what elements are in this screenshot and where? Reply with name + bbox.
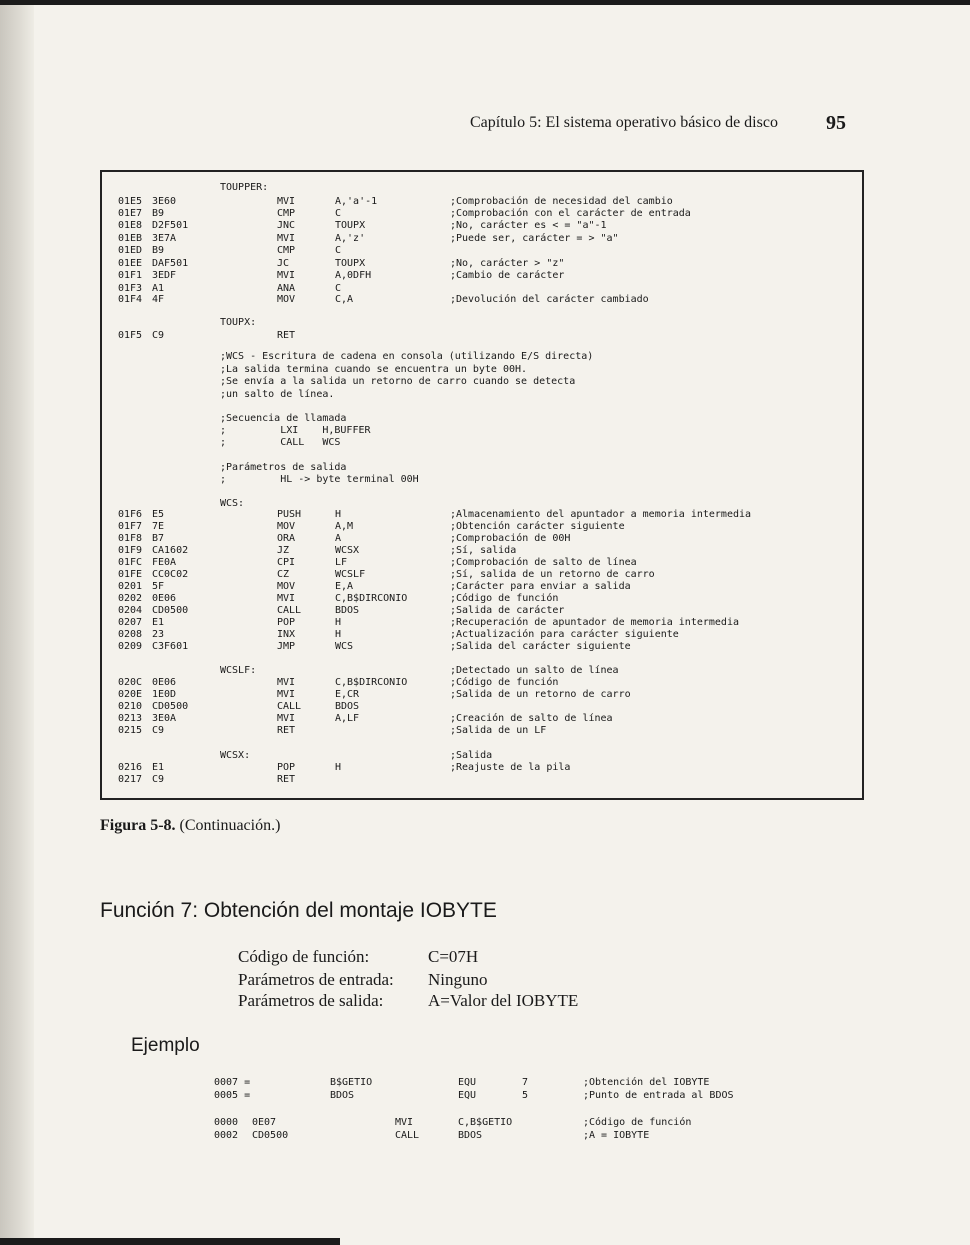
listing-block-comment: ; CALL WCS [220, 437, 341, 448]
listing-mnemonic: MVI [277, 270, 296, 281]
listing-mnemonic: CALL [277, 701, 302, 712]
listing-comment: ;Creación de salto de línea [450, 713, 613, 724]
listing-address: 020C [118, 677, 143, 688]
listing-mnemonic: CPI [277, 557, 296, 568]
listing-operand: LF [335, 557, 348, 568]
listing-operand: WCS [335, 641, 354, 652]
listing-block-comment: ; LXI H,BUFFER [220, 425, 371, 436]
listing-opcode-bytes: E1 [152, 762, 165, 773]
listing-operand: C [335, 245, 342, 256]
listing-opcode-bytes: 7E [152, 521, 165, 532]
listing-operand: H [335, 629, 342, 640]
listing-opcode-bytes: 3E0A [152, 713, 177, 724]
listing-opcode-bytes: B7 [152, 533, 165, 544]
listing-block-comment: ; HL -> byte terminal 00H [220, 474, 419, 485]
listing-block-comment: ;un salto de línea. [220, 388, 335, 400]
listing-operand: A,'a'-1 [335, 196, 378, 207]
listing-label: WCS: [220, 498, 245, 509]
listing-address: 01F5 [118, 330, 143, 341]
listing-label: WCSX: [220, 750, 251, 761]
listing-opcode-bytes: B9 [152, 208, 165, 219]
scan-bottom-edge [0, 1238, 340, 1245]
listing-opcode-bytes: E5 [152, 509, 165, 520]
listing-mnemonic: POP [277, 617, 296, 628]
listing-opcode-bytes: 3EDF [152, 270, 177, 281]
listing-comment: ;Sí, salida [450, 545, 517, 556]
listing-comment: ;Comprobación de necesidad del cambio [450, 196, 673, 207]
listing-mnemonic: RET [277, 725, 296, 736]
listing-mnemonic: MOV [277, 294, 296, 305]
listing-comment: ;Detectado un salto de línea [450, 665, 619, 676]
chapter-title: Capítulo 5: El sistema operativo básico de disco [470, 114, 778, 131]
listing-address: 020E [118, 689, 143, 700]
example-equate-value: 0005 = [214, 1090, 251, 1101]
figure-caption-text: (Continuación.) [179, 817, 281, 834]
listing-mnemonic: RET [277, 774, 296, 785]
listing-mnemonic: POP [277, 762, 296, 773]
param-value-function-code: C=07H [428, 947, 479, 966]
listing-address: 0204 [118, 605, 143, 616]
listing-opcode-bytes: A1 [152, 283, 165, 294]
listing-opcode-bytes: 0E06 [152, 593, 177, 604]
listing-operand: C,A [335, 294, 354, 305]
listing-address: 01FE [118, 569, 143, 580]
listing-operand: A,'z' [335, 233, 366, 244]
listing-mnemonic: CMP [277, 245, 296, 256]
listing-opcode-bytes: C9 [152, 725, 165, 736]
listing-operand: H [335, 762, 342, 773]
listing-address: 01E5 [118, 196, 143, 207]
example-mnemonic: EQU [458, 1090, 477, 1101]
listing-comment: ;No, carácter > "z" [450, 258, 565, 269]
listing-block-comment: ;La salida termina cuando se encuentra un byte 00H. [220, 363, 528, 375]
listing-address: 01F7 [118, 521, 143, 532]
listing-operand: C [335, 208, 342, 219]
book-spine-shadow [0, 0, 34, 1245]
listing-comment: ;Almacenamiento del apuntador a memoria intermedia [450, 509, 752, 520]
param-label-output: Parámetros de salida: [238, 991, 384, 1010]
listing-comment: ;Salida del carácter siguiente [450, 641, 631, 652]
listing-comment: ;Cambio de carácter [450, 270, 565, 281]
listing-address: 0216 [118, 762, 143, 773]
listing-comment: ;Comprobación con el carácter de entrada [450, 208, 691, 219]
listing-address: 01F6 [118, 509, 143, 520]
example-mnemonic: MVI [395, 1117, 414, 1128]
listing-address: 01F9 [118, 545, 143, 556]
listing-operand: E,CR [335, 689, 360, 700]
listing-address: 01EE [118, 258, 143, 269]
listing-address: 0209 [118, 641, 143, 652]
param-label-function-code: Código de función: [238, 947, 370, 966]
listing-opcode-bytes: FE0A [152, 557, 177, 568]
listing-operand: H [335, 617, 342, 628]
example-operand: 7 [522, 1077, 529, 1088]
listing-comment: ;Código de función [450, 677, 559, 688]
listing-address: 0210 [118, 701, 143, 712]
listing-mnemonic: CALL [277, 605, 302, 616]
listing-address: 01E8 [118, 220, 143, 231]
listing-opcode-bytes: CD0500 [152, 605, 189, 616]
example-operand: C,B$GETIO [458, 1117, 513, 1128]
listing-block-comment: ;Secuencia de llamada [220, 413, 347, 424]
listing-address: 0208 [118, 629, 143, 640]
listing-address: 0215 [118, 725, 143, 736]
example-equate-label: B$GETIO [330, 1077, 373, 1088]
listing-mnemonic: ANA [277, 283, 296, 294]
listing-address: 01F3 [118, 283, 143, 294]
listing-address: 0201 [118, 581, 143, 592]
listing-comment: ;Devolución del carácter cambiado [450, 294, 649, 305]
example-comment: ;Obtención del IOBYTE [583, 1077, 710, 1088]
listing-opcode-bytes: DAF501 [152, 258, 189, 269]
listing-operand: H [335, 509, 342, 520]
listing-opcode-bytes: 4F [152, 294, 165, 305]
listing-comment: ;Salida de un LF [450, 725, 547, 736]
listing-address: 0207 [118, 617, 143, 628]
listing-comment: ;Obtención carácter siguiente [450, 521, 625, 532]
page-number: 95 [826, 112, 846, 134]
example-mnemonic: EQU [458, 1077, 477, 1088]
listing-operand: TOUPX [335, 220, 366, 231]
listing-mnemonic: MVI [277, 196, 296, 207]
section-heading: Función 7: Obtención del montaje IOBYTE [100, 899, 497, 922]
listing-comment: ;Reajuste de la pila [450, 762, 571, 773]
listing-block-comment: ;Parámetros de salida [220, 462, 347, 473]
param-value-input: Ninguno [428, 970, 488, 989]
listing-mnemonic: MVI [277, 233, 296, 244]
example-opcode-bytes: CD0500 [252, 1130, 289, 1141]
listing-opcode-bytes: 3E60 [152, 196, 177, 207]
listing-comment: ;Puede ser, carácter = > "a" [450, 233, 619, 244]
listing-operand: C,B$DIRCONIO [335, 677, 408, 688]
listing-opcode-bytes: 1E0D [152, 689, 177, 700]
running-header [470, 109, 850, 137]
listing-label: WCSLF: [220, 665, 257, 676]
listing-comment: ;Comprobación de 00H [450, 533, 571, 544]
example-comment: ;Código de función [583, 1117, 692, 1128]
listing-opcode-bytes: C9 [152, 330, 165, 341]
example-mnemonic: CALL [395, 1130, 420, 1141]
listing-address: 01ED [118, 245, 143, 256]
listing-comment: ;Salida de un retorno de carro [450, 689, 631, 700]
listing-operand: E,A [335, 581, 354, 592]
listing-block-comment: ;Se envía a la salida un retorno de carro cuando se detecta [220, 376, 576, 387]
listing-mnemonic: JC [277, 258, 290, 269]
listing-comment: ;Comprobación de salto de línea [450, 557, 637, 568]
listing-mnemonic: CMP [277, 208, 296, 219]
example-operand: BDOS [458, 1130, 483, 1141]
listing-opcode-bytes: 3E7A [152, 233, 177, 244]
listing-mnemonic: ORA [277, 533, 296, 544]
listing-comment: ;Código de función [450, 593, 559, 604]
listing-block-comment: ;WCS - Escritura de cadena en consola (utilizando E/S directa) [220, 351, 594, 362]
listing-mnemonic: PUSH [277, 509, 302, 520]
listing-comment: ;Recuperación de apuntador de memoria intermedia [450, 617, 739, 628]
listing-opcode-bytes: 0E06 [152, 677, 177, 688]
listing-operand: C,B$DIRCONIO [335, 593, 408, 604]
param-label-input: Parámetros de entrada: [238, 970, 394, 989]
example-equate-value: 0007 = [214, 1077, 251, 1088]
listing-label: TOUPX: [220, 317, 257, 328]
listing-mnemonic: JMP [277, 641, 296, 652]
listing-label: TOUPPER: [220, 182, 269, 193]
listing-comment: ;Salida [450, 750, 493, 761]
listing-operand: BDOS [335, 605, 360, 616]
listing-mnemonic: JNC [277, 220, 296, 231]
listing-comment: ;Salida de carácter [450, 605, 565, 616]
listing-address: 01F1 [118, 270, 143, 281]
listing-operand: WCSLF [335, 569, 366, 580]
listing-opcode-bytes: C9 [152, 774, 165, 785]
example-heading: Ejemplo [131, 1035, 200, 1056]
listing-opcode-bytes: B9 [152, 245, 165, 256]
listing-mnemonic: MVI [277, 593, 296, 604]
listing-comment: ;Carácter para enviar a salida [450, 581, 631, 592]
listing-operand: C [335, 283, 342, 294]
param-value-output: A=Valor del IOBYTE [428, 991, 579, 1010]
listing-address: 01FC [118, 557, 143, 568]
listing-address: 01E7 [118, 208, 143, 219]
listing-operand: TOUPX [335, 258, 366, 269]
example-comment: ;Punto de entrada al BDOS [583, 1090, 734, 1101]
listing-opcode-bytes: E1 [152, 617, 165, 628]
example-equate-label: BDOS [330, 1090, 355, 1101]
scan-top-edge [0, 0, 970, 5]
listing-mnemonic: RET [277, 330, 296, 341]
listing-address: 0213 [118, 713, 143, 724]
listing-opcode-bytes: 23 [152, 629, 165, 640]
listing-opcode-bytes: CA1602 [152, 545, 189, 556]
example-comment: ;A = IOBYTE [583, 1130, 650, 1141]
listing-mnemonic: MVI [277, 689, 296, 700]
listing-operand: A [335, 533, 342, 544]
listing-mnemonic: MVI [277, 713, 296, 724]
listing-operand: A,M [335, 521, 354, 532]
figure-label: Figura 5-8. [100, 817, 176, 834]
listing-opcode-bytes: 5F [152, 581, 165, 592]
listing-opcode-bytes: CC0C02 [152, 569, 189, 580]
example-address: 0002 [214, 1130, 239, 1141]
listing-address: 0217 [118, 774, 143, 785]
example-operand: 5 [522, 1090, 529, 1101]
listing-comment: ;Sí, salida de un retorno de carro [450, 569, 655, 580]
listing-opcode-bytes: C3F601 [152, 641, 189, 652]
listing-mnemonic: MVI [277, 677, 296, 688]
listing-operand: BDOS [335, 701, 360, 712]
listing-opcode-bytes: CD0500 [152, 701, 189, 712]
listing-operand: A,LF [335, 713, 360, 724]
listing-opcode-bytes: D2F501 [152, 220, 189, 231]
figure-caption [100, 814, 280, 838]
listing-mnemonic: MOV [277, 521, 296, 532]
listing-comment: ;Actualización para carácter siguiente [450, 629, 679, 640]
listing-address: 01F4 [118, 294, 143, 305]
listing-address: 01EB [118, 233, 143, 244]
listing-mnemonic: JZ [277, 545, 290, 556]
example-address: 0000 [214, 1117, 239, 1128]
listing-operand: A,0DFH [335, 270, 372, 281]
listing-mnemonic: CZ [277, 569, 290, 580]
listing-address: 01F8 [118, 533, 143, 544]
listing-mnemonic: INX [277, 629, 296, 640]
listing-address: 0202 [118, 593, 143, 604]
example-opcode-bytes: 0E07 [252, 1117, 277, 1128]
listing-comment: ;No, carácter es < = "a"-1 [450, 220, 607, 231]
listing-operand: WCSX [335, 545, 360, 556]
listing-mnemonic: MOV [277, 581, 296, 592]
